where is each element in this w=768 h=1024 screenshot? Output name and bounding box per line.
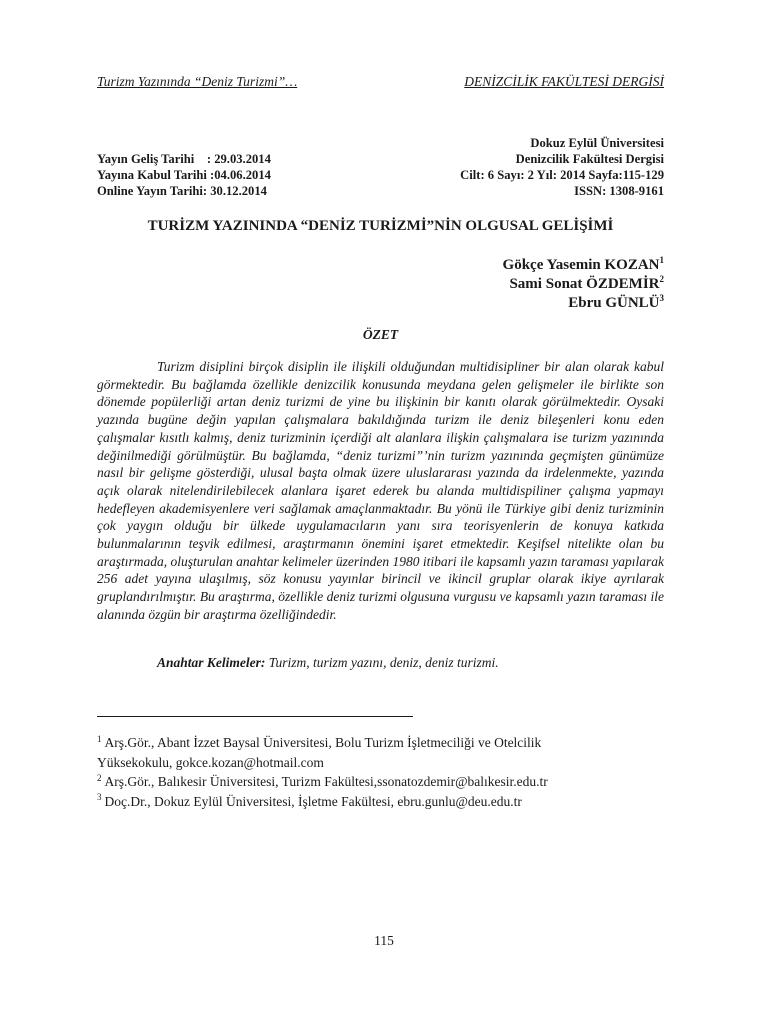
accepted-date: Yayına Kabul Tarihi :04.06.2014	[97, 168, 271, 182]
journal-issn: ISSN: 1308-9161	[574, 184, 664, 198]
footnote-mark: 1	[97, 733, 102, 744]
author-name: Gökçe Yasemin KOZAN	[502, 257, 660, 273]
journal-name: Denizcilik Fakültesi Dergisi	[515, 152, 664, 166]
author-footnote-mark: 2	[659, 274, 664, 284]
abstract-body: Turizm disiplini birçok disiplin ile ilişkili olduğundan multidisipliner bir alan olarak kabul görmektedir. Bu bağlamda özellikle denizcilik konusunda meydana gelen gelişmeler ile birlikte son dönemde popülerliği artan deniz turizmi de yine bu ilişkinin bir kanıtı olarak görülmektedir. Oysaki yazında bugüne değin yapılan çalışmalara bakıldığında turizm ile deniz bileşenleri konu eden çalışmalar kısıtlı kalmış, deniz turizminin içerdiği alt alanlara ilişkin çalışmalara ise turizm yazınında değinilmediği görülmüştür. Bu bağlamda, “deniz turizmi”’nin turizm yazınında geçmişten günümüze nasıl bir gelişme gösterdiği, ulusal başta olmak üzere uluslararası yazında da irdelenmekte, yazında açık olarak nitelendirilebilecek alanlara işaret ederek bu alanda multidispiliner çalışma yapmayı hedefleyen akademisyenlere veri sağlamak amaçlanmaktadır. Bu yönü ile Türkiye gibi deniz turizminin çok yaygın olduğu bir ülkede uygulamacıların yanı sıra teorisyenlerin de konuya katkıda bulunmalarının teşvik edilmesi, araştırmanın önemini işaret etmektedir. Keşifsel nitelikte olan bu araştırmada, oluşturulan anahtar kelimeler üzerinden 1980 itibari ile kapsamlı yazın taraması yapılarak 256 adet yayına ulaşılmış, söz konusu yayınlar birincil ve ikincil gruplar olarak ikiye ayrılarak gruplandırılmıştır. Bu araştırma, özellikle deniz turizmi olgusuna vurgusu ve kapsamlı yazın taraması ile alanında özgün bir araştırma özelliğindedir.	[97, 359, 664, 622]
journal-info	[460, 135, 664, 199]
paper-title: TURİZM YAZININDA “DENİZ TURİZMİ”NİN OLGUSAL GELİŞİMİ	[147, 218, 614, 234]
author-footnote-mark: 1	[659, 255, 664, 265]
abstract-heading: ÖZET	[362, 327, 399, 342]
footnote	[97, 733, 672, 753]
footnote-text: Arş.Gör., Balıkesir Üniversitesi, Turizm Fakültesi,ssonatozdemir@balıkesir.edu.tr	[104, 774, 548, 789]
keywords-label: Anahtar Kelimeler:	[157, 655, 266, 670]
footnote-divider	[97, 716, 413, 717]
footnote-mark: 2	[97, 772, 102, 783]
author-name: Ebru GÜNLÜ	[568, 295, 660, 311]
footnote	[97, 792, 672, 812]
author-footnote-mark: 3	[659, 293, 664, 303]
keywords	[157, 655, 499, 671]
footnotes	[97, 733, 672, 811]
footnote-text: Yüksekokulu, gokce.kozan@hotmail.com	[97, 754, 324, 770]
keywords-text: Turizm, turizm yazını, deniz, deniz turizmi.	[265, 655, 499, 670]
author-name: Sami Sonat ÖZDEMİR	[509, 276, 660, 292]
running-header-right: DENİZCİLİK FAKÜLTESİ DERGİSİ	[464, 74, 664, 89]
footnote	[97, 772, 672, 792]
journal-volume: Cilt: 6 Sayı: 2 Yıl: 2014 Sayfa:115-129	[460, 168, 664, 182]
footnote-text: Doç.Dr., Dokuz Eylül Üniversitesi, İşletme Fakültesi, ebru.gunlu@deu.edu.tr	[104, 793, 522, 809]
online-date: Online Yayın Tarihi: 30.12.2014	[97, 184, 267, 198]
journal-university: Dokuz Eylül Üniversitesi	[530, 136, 664, 150]
running-header	[97, 74, 664, 90]
page-number: 115	[374, 933, 394, 948]
footnote	[97, 753, 672, 773]
author-list	[503, 256, 664, 313]
received-date: Yayın Geliş Tarihi : 29.03.2014	[97, 152, 271, 166]
running-header-left: Turizm Yazınında “Deniz Turizmi”…	[97, 74, 298, 89]
footnote-mark: 3	[97, 792, 102, 802]
footnote-text: Arş.Gör., Abant İzzet Baysal Üniversitesi, Bolu Turizm İşletmeciliği ve Otelcilik	[104, 735, 542, 750]
author	[503, 256, 664, 275]
author	[503, 275, 664, 294]
author	[503, 294, 664, 313]
publication-dates	[97, 151, 271, 199]
